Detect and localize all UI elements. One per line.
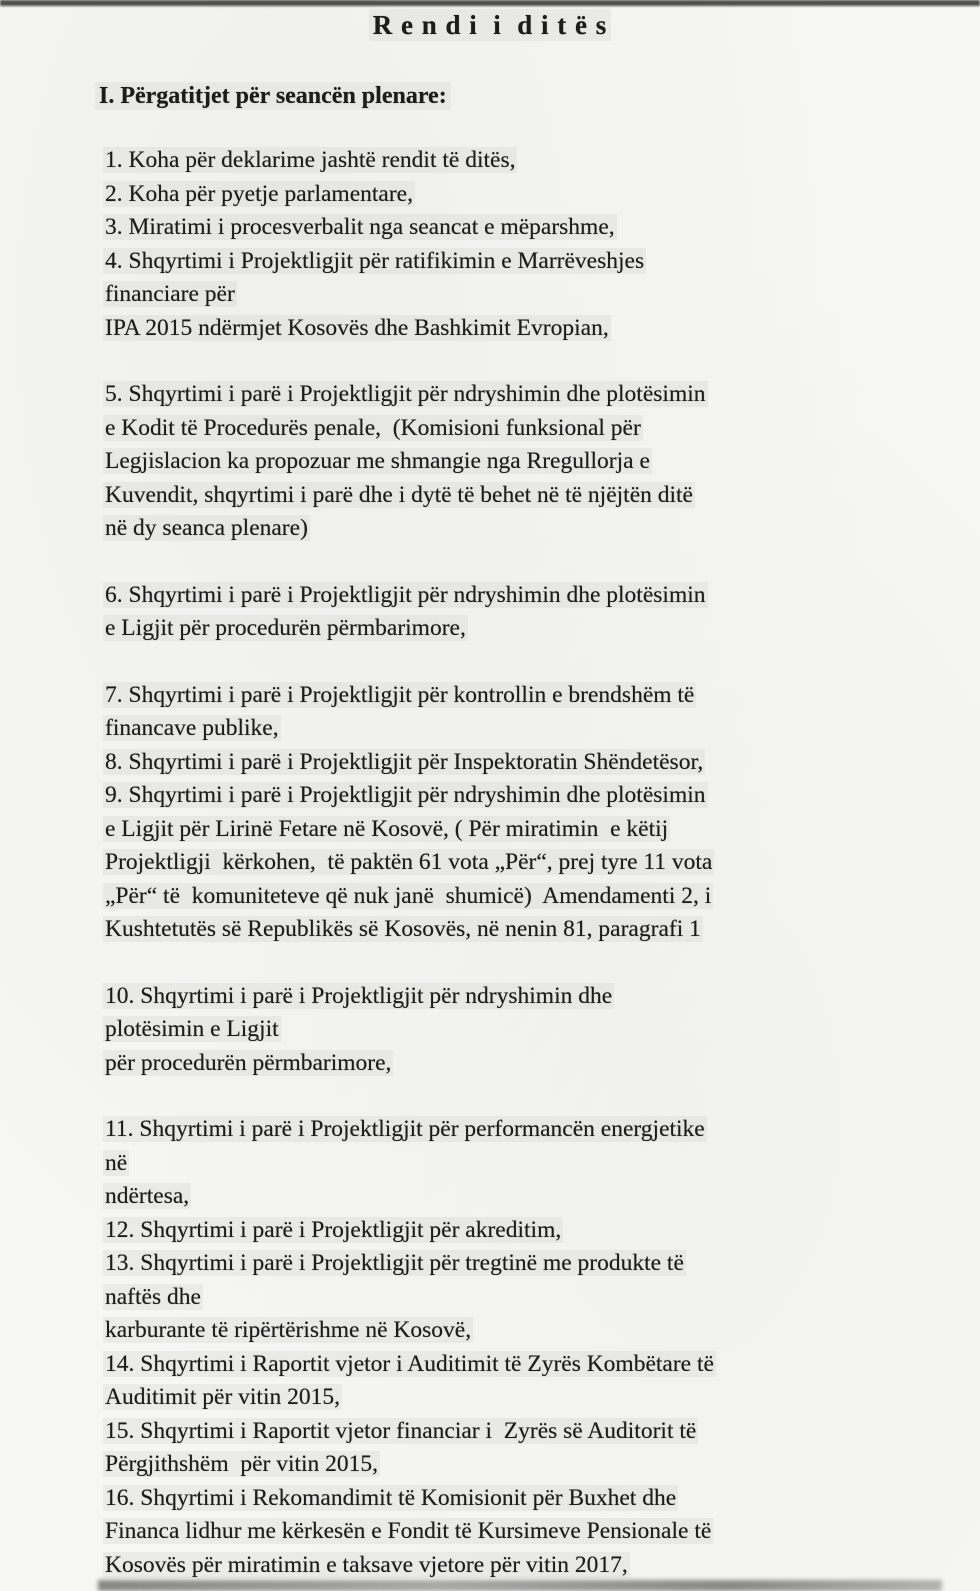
agenda-line bbox=[0, 746, 980, 780]
agenda-line-text: 12. Shqyrtimi i parë i Projektligjit për akreditim, bbox=[105, 1216, 562, 1243]
agenda-line-text: e Ligjit për Lirinë Fetare në Kosovë, ( Për miratimin e këtij bbox=[105, 815, 669, 842]
scan-top-edge-artifact bbox=[0, 0, 980, 6]
agenda-line-text: 16. Shqyrtimi i Rekomandimit të Komisionit për Buxhet dhe bbox=[105, 1484, 677, 1511]
agenda-line bbox=[0, 245, 980, 279]
agenda-line bbox=[0, 1214, 980, 1248]
agenda-line bbox=[0, 479, 980, 513]
section-heading bbox=[0, 81, 980, 111]
agenda-line-text: Kuvendit, shqyrtimi i parë dhe i dytë të behet në të njëjtën ditë bbox=[105, 481, 693, 508]
document-title bbox=[0, 10, 980, 40]
agenda-block bbox=[0, 1113, 980, 1582]
agenda-line-text: 15. Shqyrtimi i Raportit vjetor financiar i Zyrës së Auditorit të bbox=[105, 1417, 697, 1444]
agenda-line-text: 10. Shqyrtimi i parë i Projektligjit për ndryshimin dhe bbox=[105, 982, 613, 1009]
agenda-line-text: Financa lidhur me kërkesën e Fondit të Kursimeve Pensionale të bbox=[105, 1518, 712, 1544]
agenda-line-text: naftës dhe bbox=[105, 1283, 201, 1310]
agenda-line bbox=[0, 846, 980, 880]
agenda-line-text: financave publike, bbox=[105, 715, 279, 741]
agenda-line-text: 5. Shqyrtimi i parë i Projektligjit për ndryshimin dhe plotësimin bbox=[105, 381, 706, 407]
agenda-line bbox=[0, 612, 980, 646]
agenda-line bbox=[0, 412, 980, 446]
agenda-block bbox=[0, 579, 980, 646]
agenda-block bbox=[0, 378, 980, 546]
agenda-line-text: Legjislacion ka propozuar me shmangie nga Rregullorja e bbox=[105, 448, 650, 474]
agenda-line bbox=[0, 1113, 980, 1147]
agenda-line bbox=[0, 144, 980, 178]
agenda-line-text: IPA 2015 ndërmjet Kosovës dhe Bashkimit Evropian, bbox=[105, 314, 609, 341]
agenda-line bbox=[0, 679, 980, 713]
agenda-line bbox=[0, 579, 980, 613]
agenda-line-text: 7. Shqyrtimi i parë i Projektligjit për kontrollin e brendshëm të bbox=[105, 681, 695, 708]
agenda-line bbox=[0, 178, 980, 212]
agenda-line bbox=[0, 1013, 980, 1047]
agenda-line-text: për procedurën përmbarimore, bbox=[105, 1049, 392, 1076]
agenda-line-text: Auditimit për vitin 2015, bbox=[105, 1384, 340, 1410]
section-heading-text: I. Përgatitjet për seancën plenare: bbox=[95, 82, 451, 110]
agenda-line-text: financiare për bbox=[105, 281, 235, 307]
document-title-text: R e n d i i d i t ë s bbox=[369, 9, 612, 41]
agenda-line-text: e Kodit të Procedurës penale, (Komisioni funksional për bbox=[105, 414, 641, 441]
agenda-line bbox=[0, 913, 980, 947]
agenda-line-text: e Ligjit për procedurën përmbarimore, bbox=[105, 615, 466, 641]
agenda-line bbox=[0, 1147, 980, 1181]
agenda-line-text: Projektligji kërkohen, të paktën 61 vota „Për“, prej tyre 11 vota bbox=[105, 849, 713, 875]
agenda-line bbox=[0, 1180, 980, 1214]
agenda-line-text: „Për“ të komuniteteve që nuk janë shumicë) Amendamenti 2, i bbox=[105, 882, 712, 909]
agenda-line bbox=[0, 445, 980, 479]
agenda-line bbox=[0, 779, 980, 813]
agenda-line bbox=[0, 880, 980, 914]
agenda-line bbox=[0, 1415, 980, 1449]
agenda-line bbox=[0, 1247, 980, 1281]
agenda-line bbox=[0, 1281, 980, 1315]
agenda-line bbox=[0, 378, 980, 412]
agenda-line-text: 2. Koha për pyetje parlamentare, bbox=[105, 180, 413, 207]
agenda-line bbox=[0, 312, 980, 346]
agenda-line-text: 14. Shqyrtimi i Raportit vjetor i Auditimit të Zyrës Kombëtare të bbox=[105, 1350, 714, 1377]
agenda-line-text: ndërtesa, bbox=[105, 1183, 190, 1209]
agenda-line bbox=[0, 1448, 980, 1482]
agenda-line bbox=[0, 1047, 980, 1081]
agenda-line-text: Kushtetutës së Republikës së Kosovës, në nenin 81, paragrafi 1 bbox=[105, 916, 701, 942]
agenda-line-text: 13. Shqyrtimi i parë i Projektligjit për tregtinë me produkte të bbox=[105, 1250, 684, 1276]
agenda-line-text: 1. Koha për deklarime jashtë rendit të ditës, bbox=[105, 147, 516, 173]
agenda-line bbox=[0, 1549, 980, 1583]
agenda-line-text: 3. Miratimi i procesverbalit nga seancat e mëparshme, bbox=[105, 214, 615, 240]
agenda-block bbox=[0, 144, 980, 345]
agenda-line-text: Kosovës për miratimin e taksave vjetore për vitin 2017, bbox=[105, 1551, 628, 1578]
agenda-line-text: karburante të ripërtërishme në Kosovë, bbox=[105, 1317, 472, 1343]
agenda-line-text: në dy seanca plenare) bbox=[105, 515, 308, 541]
agenda-line-text: plotësimin e Ligjit bbox=[105, 1016, 279, 1042]
agenda-line bbox=[0, 1381, 980, 1415]
agenda-line bbox=[0, 1314, 980, 1348]
agenda-block bbox=[0, 679, 980, 947]
agenda-line-text: 6. Shqyrtimi i parë i Projektligjit për ndryshimin dhe plotësimin bbox=[105, 581, 706, 608]
agenda-line-text: Përgjithshëm për vitin 2015, bbox=[105, 1451, 379, 1477]
agenda-line bbox=[0, 211, 980, 245]
agenda-blocks bbox=[0, 111, 980, 1582]
agenda-block bbox=[0, 980, 980, 1081]
agenda-line-text: 4. Shqyrtimi i Projektligjit për ratifikimin e Marrëveshjes bbox=[105, 247, 645, 274]
agenda-line bbox=[0, 1482, 980, 1516]
agenda-line bbox=[0, 512, 980, 546]
agenda-line bbox=[0, 278, 980, 312]
agenda-line-text: 9. Shqyrtimi i parë i Projektligjit për ndryshimin dhe plotësimin bbox=[105, 782, 706, 808]
agenda-line bbox=[0, 1515, 980, 1549]
agenda-line bbox=[0, 1348, 980, 1382]
scan-bottom-edge-artifact bbox=[98, 1580, 942, 1591]
agenda-line-text: 8. Shqyrtimi i parë i Projektligjit për Inspektoratin Shëndetësor, bbox=[105, 748, 704, 775]
agenda-line bbox=[0, 813, 980, 847]
agenda-line-text: në bbox=[105, 1149, 128, 1176]
agenda-line-text: 11. Shqyrtimi i parë i Projektligjit për performancën energjetike bbox=[105, 1116, 705, 1142]
agenda-line bbox=[0, 712, 980, 746]
agenda-line bbox=[0, 980, 980, 1014]
